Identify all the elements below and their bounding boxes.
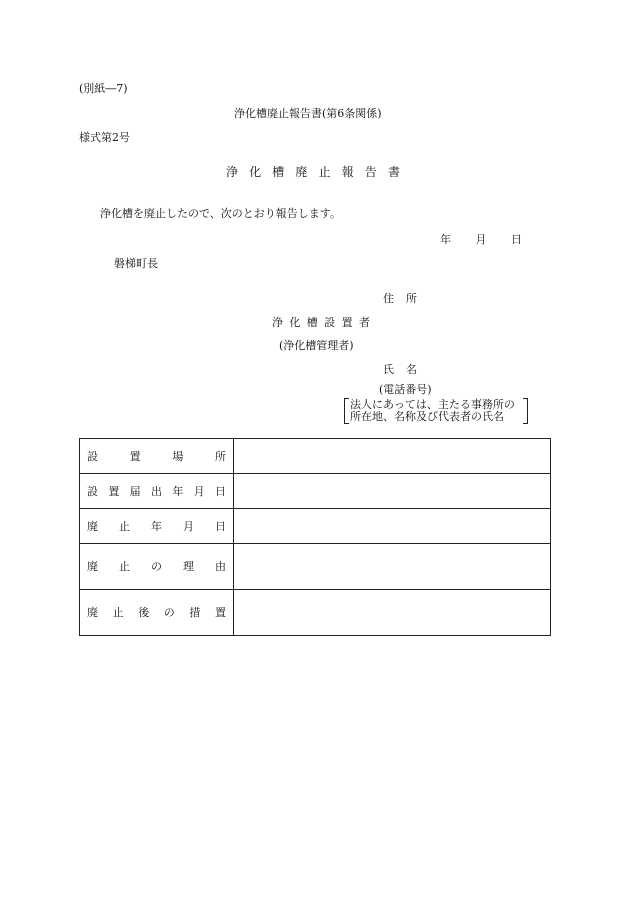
title-char: 告 <box>364 165 377 179</box>
label-char: 措 <box>189 606 201 619</box>
label-char: 所 <box>214 449 226 463</box>
date-month-label: 月 <box>475 233 487 246</box>
date-year-label: 年 <box>440 233 451 246</box>
label-char: 廃 <box>87 560 98 573</box>
label-char: 設 <box>87 484 98 498</box>
attachment-label: (別紙―7) <box>79 82 128 95</box>
installer-char: 槽 <box>306 316 318 329</box>
label-char: 場 <box>172 449 184 463</box>
label-char: 月 <box>193 484 205 498</box>
name-char: 名 <box>406 363 417 376</box>
installer-char: 化 <box>289 316 301 329</box>
label-char: 届 <box>129 484 141 498</box>
label-char: 止 <box>119 519 130 533</box>
manager-label: (浄化槽管理者) <box>279 339 354 352</box>
label-char: の <box>163 606 175 619</box>
address-char: 所 <box>406 292 417 305</box>
table-row <box>80 590 551 636</box>
installer-label <box>272 317 370 328</box>
date-line <box>440 234 522 245</box>
table-row <box>80 439 551 474</box>
report-table <box>79 438 551 636</box>
label-char: の <box>151 560 162 573</box>
label-char: 月 <box>183 519 194 533</box>
label-installation-location <box>80 439 234 474</box>
installer-char: 者 <box>358 316 370 329</box>
abolition-reason-field[interactable] <box>234 544 551 590</box>
label-abolition-date <box>80 509 234 544</box>
label-post-abolition-measures <box>80 590 234 636</box>
title-char: 止 <box>318 165 331 179</box>
label-char: 出 <box>150 484 162 498</box>
label-char: 置 <box>214 606 226 619</box>
title-char: 浄 <box>226 165 239 179</box>
address-label <box>383 293 417 304</box>
corporate-note-line-2: 所在地、名称及び代表者の氏名 <box>350 410 504 423</box>
label-char: 置 <box>108 484 120 498</box>
title-char: 化 <box>249 165 262 179</box>
label-char: 設 <box>87 449 98 463</box>
label-char: 廃 <box>87 606 98 619</box>
label-char: 置 <box>129 449 141 463</box>
installation-notification-date-field[interactable] <box>234 474 551 509</box>
title-char: 書 <box>387 165 400 179</box>
label-char: 年 <box>172 484 184 498</box>
title-char: 槽 <box>272 165 285 179</box>
addressee: 磐梯町長 <box>114 257 158 270</box>
name-char: 氏 <box>383 363 394 376</box>
installer-char: 設 <box>324 316 336 329</box>
form-number: 様式第2号 <box>79 131 130 144</box>
intro-text: 浄化槽を廃止したので、次のとおり報告します。 <box>100 207 341 220</box>
installation-location-field[interactable] <box>234 439 551 474</box>
phone-label: (電話番号) <box>379 383 432 396</box>
label-char: 止 <box>112 606 124 619</box>
title-char: 廃 <box>295 165 308 179</box>
label-char: 理 <box>183 560 194 573</box>
label-char: 年 <box>151 519 162 533</box>
corporate-note <box>344 398 528 424</box>
table-row <box>80 544 551 590</box>
label-abolition-reason <box>80 544 234 590</box>
abolition-date-field[interactable] <box>234 509 551 544</box>
date-day-label: 日 <box>511 233 522 246</box>
installer-char: 置 <box>341 316 353 329</box>
table-row <box>80 474 551 509</box>
address-char: 住 <box>383 292 394 305</box>
label-char: 廃 <box>87 519 98 533</box>
table-row <box>80 509 551 544</box>
post-abolition-measures-field[interactable] <box>234 590 551 636</box>
installer-char: 浄 <box>272 316 283 329</box>
document-subtitle: 浄化槽廃止報告書(第6条関係) <box>234 107 382 120</box>
label-installation-notification-date <box>80 474 234 509</box>
label-char: 止 <box>119 560 130 573</box>
document-title <box>226 166 400 178</box>
label-char: 由 <box>215 560 226 573</box>
label-char: 後 <box>138 606 150 619</box>
label-char: 日 <box>215 519 226 533</box>
title-char: 報 <box>341 165 354 179</box>
name-label <box>383 364 417 375</box>
label-char: 日 <box>214 484 226 498</box>
corporate-note-line-1: 法人にあっては、主たる事務所の <box>350 398 515 411</box>
